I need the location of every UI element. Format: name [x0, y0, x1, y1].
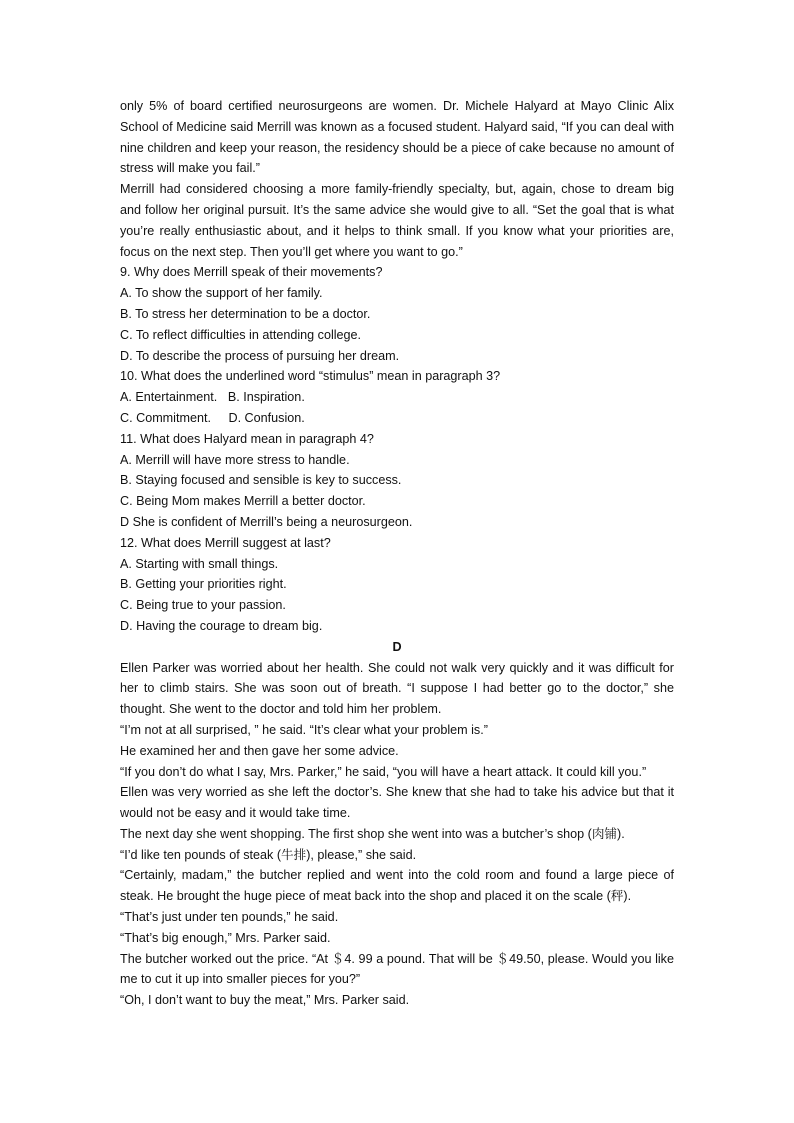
- passage-d-paragraph-4: “If you don’t do what I say, Mrs. Parker,” he said, “you will have a heart attack. It could kill you.”: [120, 764, 647, 779]
- question-10-options-row-1: [120, 387, 674, 408]
- question-11-stem: 11. What does Halyard mean in paragraph 4?: [120, 431, 374, 446]
- question-12-option-a: A. Starting with small things.: [120, 556, 279, 571]
- question-12-stem: 12. What does Merrill suggest at last?: [120, 535, 331, 550]
- question-9-option-d: D. To describe the process of pursuing her dream.: [120, 348, 400, 363]
- passage-d-paragraph-3: He examined her and then gave her some advice.: [120, 743, 399, 758]
- passage-d-heading: D: [392, 639, 402, 654]
- passage-d-paragraph-8: “Certainly, madam,” the butcher replied and went into the cold room and found a large piece of steak. He brought the huge piece of meat back into the shop and placed it on the scale (秤).: [120, 868, 674, 904]
- question-9-stem: 9. Why does Merrill speak of their movements?: [120, 265, 383, 280]
- question-11-option-a: A. Merrill will have more stress to handle.: [120, 452, 350, 467]
- passage-d-paragraph-7: “I’d like ten pounds of steak (牛排), please,” she said.: [120, 847, 417, 862]
- passage-d-paragraph-6: The next day she went shopping. The first shop she went into was a butcher’s shop (肉铺).: [120, 826, 625, 841]
- passage-d-paragraph-9: “That’s just under ten pounds,” he said.: [120, 910, 339, 925]
- passage-d-paragraph-10: “That’s big enough,” Mrs. Parker said.: [120, 930, 331, 945]
- passage-d-paragraph-1: Ellen Parker was worried about her health. She could not walk very quickly and it was difficult for her to climb stairs. She was soon out of breath. “I suppose I had better go to the doctor,” she thought. She went to the doctor and told him her problem.: [120, 660, 674, 717]
- question-12-option-c: C. Being true to your passion.: [120, 598, 286, 613]
- passage-d-paragraph-2: “I’m not at all surprised, ” he said. “It’s clear what your problem is.”: [120, 722, 488, 737]
- question-10-stem: 10. What does the underlined word “stimulus” mean in paragraph 3?: [120, 369, 501, 384]
- passage-c-paragraph-4: only 5% of board certified neurosurgeons are women. Dr. Michele Halyard at Mayo Clinic Alix School of Medicine said Merrill was known as a focused student. Halyard said, “If you can deal with nine children and keep your reason, the residency should be a piece of cake because no amount of stress will make you fail.”: [120, 99, 674, 176]
- passage-c-paragraph-5: Merrill had considered choosing a more family-friendly specialty, but, again, chose to dream big and follow her original pursuit. It’s the same advice she would give to all. “Set the goal that is what you’re really enthusiastic about, and it helps to think small. If you know what your priorities are, focus on the next step. Then you’ll get where you want to go.”: [120, 182, 674, 259]
- question-11-option-d: D She is confident of Merrill’s being a neurosurgeon.: [120, 514, 413, 529]
- passage-d-paragraph-11: The butcher worked out the price. “At ＄4. 99 a pound. That will be ＄49.50, please. Would you like me to cut it up into smaller pieces for you?”: [120, 951, 674, 987]
- question-9-option-b: B. To stress her determination to be a doctor.: [120, 306, 371, 321]
- passage-d-paragraph-12: “Oh, I don’t want to buy the meat,” Mrs. Parker said.: [120, 993, 410, 1008]
- question-9-option-a: A. To show the support of her family.: [120, 286, 323, 301]
- question-9-option-c: C. To reflect difficulties in attending college.: [120, 327, 362, 342]
- question-11-option-c: C. Being Mom makes Merrill a better doctor.: [120, 494, 366, 509]
- question-10-option-d: D. Confusion.: [228, 410, 305, 425]
- question-10-option-b: B. Inspiration.: [227, 390, 305, 405]
- question-10-option-a: A. Entertainment.: [120, 390, 218, 405]
- question-10-option-c: C. Commitment.: [120, 410, 211, 425]
- question-12-option-d: D. Having the courage to dream big.: [120, 618, 323, 633]
- document-page: [120, 96, 674, 1011]
- question-10-options-row-2: [120, 408, 674, 429]
- passage-d-paragraph-5: Ellen was very worried as she left the doctor’s. She knew that she had to take his advice but that it would not be easy and it would take time.: [120, 785, 674, 821]
- question-12-option-b: B. Getting your priorities right.: [120, 577, 287, 592]
- question-11-option-b: B. Staying focused and sensible is key to success.: [120, 473, 402, 488]
